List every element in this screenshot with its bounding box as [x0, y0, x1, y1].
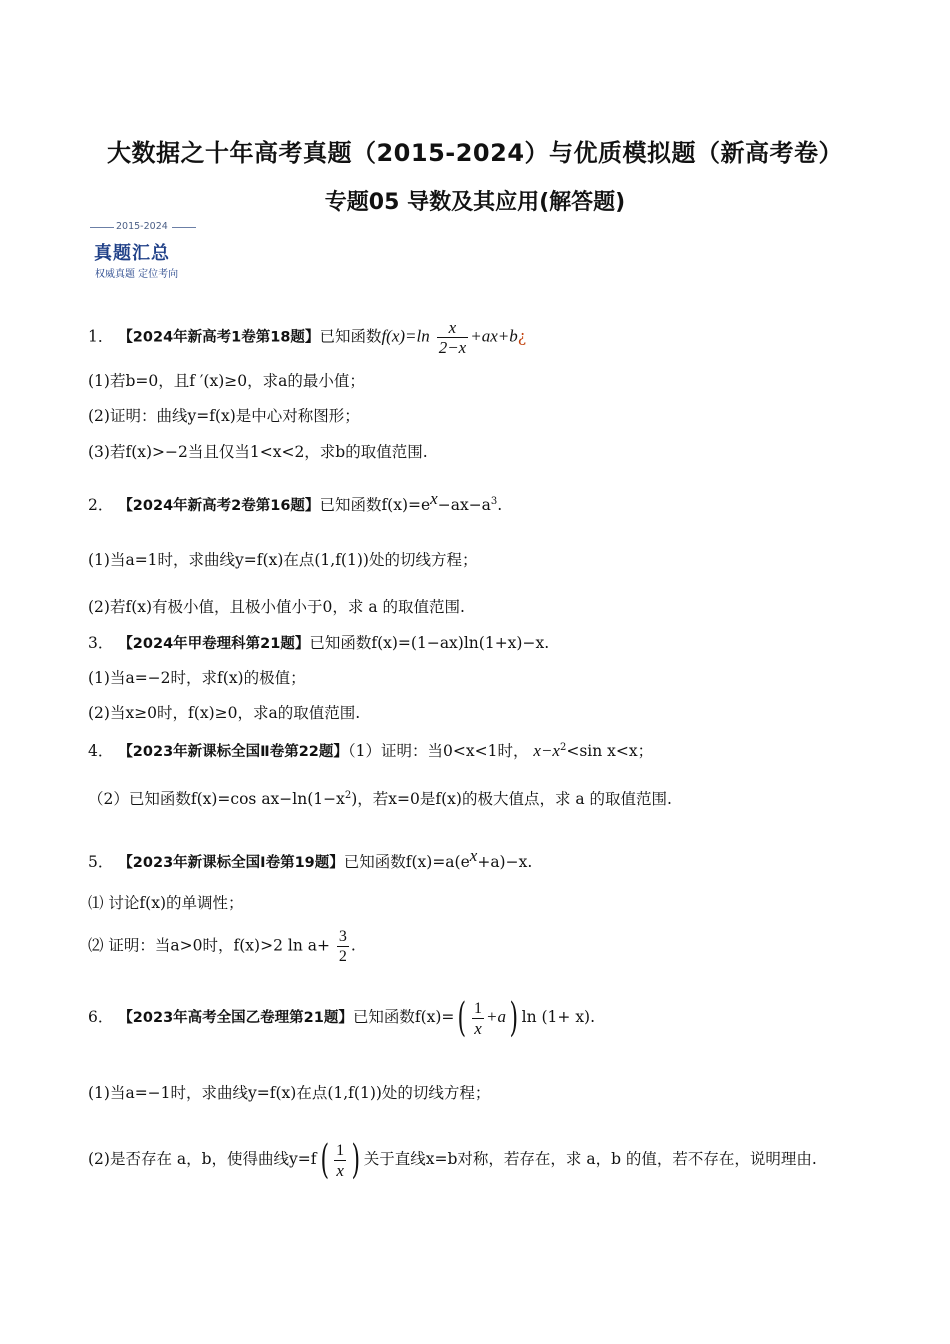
problem-6-part-1: (1)当a=−1时，求曲线y=f(x)在点(1,f(1))处的切线方程；: [88, 1084, 491, 1102]
problem-source: 【2024年新高考2卷第16题】: [118, 498, 320, 515]
problem-stem-prefix: 已知函数: [319, 327, 382, 346]
problem-stem: 已知函数f(x)=(1−ax)ln(1+x)−x.: [309, 634, 550, 652]
part-text-a: （2）已知函数f(x)=cos ax−ln(1−x: [88, 790, 345, 809]
problem-source: 【2023年高考全国乙卷理第21题】: [118, 1010, 353, 1026]
problem-6-stem: [88, 995, 878, 1041]
problem-1-part-3: (3)若f(x)>−2当且仅当1<x<2，求b的取值范围.: [88, 443, 428, 461]
problem-stem-end: .: [497, 496, 503, 515]
fraction: [472, 999, 484, 1038]
stray-mark: ¿: [517, 327, 527, 346]
problem-4-part-2: [88, 785, 878, 810]
problem-number: 1．: [88, 327, 114, 346]
part-text-b: )，若x=0是f(x)的极大值点，求 a 的取值范围.: [351, 790, 672, 809]
problem-2-part-2: (2)若f(x)有极小值，且极小值小于0，求 a 的取值范围.: [88, 598, 465, 616]
problem-3-part-1: (1)当a=−2时，求f(x)的极值；: [88, 669, 306, 687]
badge-label: 真题汇总: [94, 243, 170, 264]
part-text-b: 关于直线x=b对称，若存在，求 a，b 的值，若不存在，说明理由.: [363, 1150, 817, 1168]
part-end: .: [350, 936, 356, 955]
exponent: x: [469, 846, 478, 865]
fraction-denominator: x: [474, 1018, 482, 1038]
problem-5-part-2: [88, 927, 878, 966]
section-badge: [90, 220, 200, 282]
fraction-numerator: 3: [338, 928, 347, 945]
problem-source: 【2024年甲卷理科第21题】: [118, 636, 310, 652]
problem-source: 【2023年新课标全国Ⅰ卷第19题】: [118, 855, 344, 872]
problem-number: 2．: [88, 496, 114, 515]
fraction-denominator: 2: [338, 948, 347, 965]
exponent: x: [430, 489, 438, 508]
problem-number: 3．: [88, 634, 114, 652]
problem-1-stem: [88, 318, 878, 357]
part-text-a: (2)是否存在 a，b，使得曲线y=f: [88, 1150, 317, 1168]
problem-6-part-2: [88, 1137, 878, 1183]
badge-line-right: [172, 227, 196, 228]
part-text: ⑵ 证明：当a>0时，f(x)>2 ln a+: [88, 936, 330, 955]
problem-source: 【2024年新高考1卷第18题】: [118, 329, 320, 346]
problem-number: 4．: [88, 742, 114, 761]
problem-3-part-2: (2)当x≥0时，f(x)≥0，求a的取值范围.: [88, 704, 361, 722]
problem-5-part-1: ⑴ 讨论f(x)的单调性；: [88, 894, 244, 912]
exponent: 3: [490, 496, 498, 507]
inequality-left: x−x: [533, 741, 560, 761]
badge-subtitle: 权威真题 定位考向: [95, 269, 179, 280]
badge-years: 2015-2024: [116, 221, 168, 232]
left-paren: (: [457, 995, 467, 1041]
problem-2-stem: [88, 488, 878, 517]
fraction: [334, 1141, 346, 1180]
problem-stem-a: 已知函数f(x)=: [352, 1008, 455, 1026]
problem-3-stem: [88, 632, 878, 655]
exponent: 2: [559, 742, 567, 753]
problem-stem-b: +a: [486, 1007, 507, 1026]
problem-stem-b: +a)−x.: [477, 853, 533, 872]
problem-source: 【2023年新课标全国Ⅱ卷第22题】: [118, 744, 348, 761]
problem-5-stem: [88, 845, 878, 874]
fraction-numerator: 1: [474, 999, 483, 1017]
document-subtitle: 专题05 导数及其应用(解答题): [324, 190, 626, 215]
problem-4-stem: [88, 737, 878, 763]
badge-year-row: [90, 220, 196, 234]
exponent: 2: [344, 790, 352, 801]
fraction-numerator: x: [437, 318, 469, 338]
inequality-right: <sin x<x；: [566, 742, 654, 761]
fraction-denominator: 2−x: [438, 338, 467, 357]
problem-number: 6．: [88, 1008, 114, 1026]
problem-2-part-1: (1)当a=1时，求曲线y=f(x)在点(1,f(1))处的切线方程；: [88, 551, 478, 569]
fraction-denominator: x: [336, 1160, 344, 1180]
left-paren: (: [320, 1137, 329, 1183]
fraction-numerator: 1: [336, 1141, 345, 1159]
problem-stem-mid: −ax−a: [437, 496, 491, 515]
function-tail: +ax+b: [470, 326, 518, 346]
fraction: [337, 927, 349, 966]
document-title: 大数据之十年高考真题（2015-2024）与优质模拟题（新高考卷）: [106, 139, 844, 167]
problem-stem-c: ln (1+ x).: [521, 1008, 596, 1026]
problem-stem-a: 已知函数f(x)=a(e: [343, 853, 470, 872]
right-paren: ): [351, 1137, 361, 1183]
problem-number: 5．: [88, 853, 114, 872]
problem-1-part-1: (1)若b=0，且f ′(x)≥0，求a的最小值；: [88, 372, 365, 390]
fraction: [437, 318, 469, 357]
right-paren: ): [509, 995, 519, 1041]
function-lhs: f(x)=ln: [381, 326, 430, 346]
problem-stem: 已知函数f(x)=e: [319, 496, 431, 515]
problem-1-part-2: (2)证明：曲线y=f(x)是中心对称图形；: [88, 407, 360, 425]
problem-stem-a: （1）证明：当0<x<1时，: [347, 742, 529, 761]
badge-line-left: [90, 227, 114, 228]
